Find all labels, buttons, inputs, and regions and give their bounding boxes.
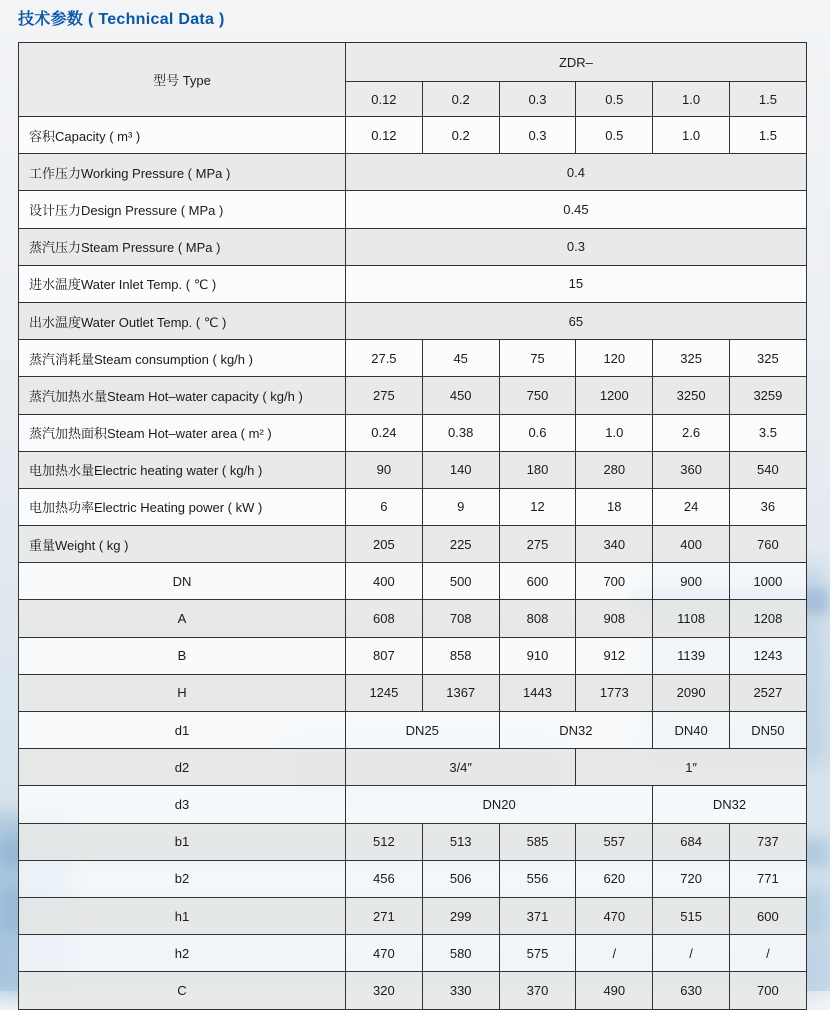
value-cell: 1000 [729, 563, 806, 600]
value-cell: 65 [346, 302, 807, 339]
table-row [19, 451, 807, 488]
value-cell: DN32 [499, 712, 653, 749]
value-cell: 370 [499, 972, 576, 1009]
value-cell: 45 [422, 340, 499, 377]
size-header-cell: 0.3 [499, 82, 576, 117]
value-cell: 0.12 [346, 117, 423, 154]
value-cell: 225 [422, 526, 499, 563]
row-label: d1 [19, 712, 346, 749]
value-cell: 12 [499, 488, 576, 525]
value-cell: 684 [653, 823, 730, 860]
row-label: h1 [19, 897, 346, 934]
table-row [19, 340, 807, 377]
table-row [19, 265, 807, 302]
value-cell: 1″ [576, 749, 806, 786]
value-cell: DN50 [729, 712, 806, 749]
value-cell: 0.5 [576, 117, 653, 154]
page-title: 技术参数 ( Technical Data ) [18, 11, 225, 28]
value-cell: 470 [576, 897, 653, 934]
value-cell: 75 [499, 340, 576, 377]
table-row [19, 191, 807, 228]
value-cell: 0.38 [422, 414, 499, 451]
value-cell: / [729, 935, 806, 972]
value-cell: 275 [346, 377, 423, 414]
value-cell: 760 [729, 526, 806, 563]
value-cell: 540 [729, 451, 806, 488]
value-cell: 556 [499, 860, 576, 897]
row-label: B [19, 637, 346, 674]
size-header-cell: 0.2 [422, 82, 499, 117]
value-cell: 120 [576, 340, 653, 377]
value-cell: 708 [422, 600, 499, 637]
value-cell: 0.45 [346, 191, 807, 228]
value-cell: 27.5 [346, 340, 423, 377]
value-cell: 0.3 [346, 228, 807, 265]
size-header-cell: 1.0 [653, 82, 730, 117]
value-cell: 858 [422, 637, 499, 674]
value-cell: 513 [422, 823, 499, 860]
series-header-cell: ZDR– [346, 43, 807, 82]
row-label: 电加热水量Electric heating water ( kg/h ) [19, 451, 346, 488]
value-cell: 1.0 [653, 117, 730, 154]
row-label: 容积Capacity ( m³ ) [19, 117, 346, 154]
table-row [19, 712, 807, 749]
table-row [19, 823, 807, 860]
value-cell: 0.2 [422, 117, 499, 154]
row-label: 工作压力Working Pressure ( MPa ) [19, 154, 346, 191]
row-label: 重量Weight ( kg ) [19, 526, 346, 563]
value-cell: 205 [346, 526, 423, 563]
table-row [19, 563, 807, 600]
value-cell: 360 [653, 451, 730, 488]
value-cell: 506 [422, 860, 499, 897]
value-cell: 2.6 [653, 414, 730, 451]
value-cell: 2527 [729, 674, 806, 711]
table-row [19, 488, 807, 525]
table-row [19, 860, 807, 897]
value-cell: 456 [346, 860, 423, 897]
table-row [19, 972, 807, 1009]
value-cell: 275 [499, 526, 576, 563]
value-cell: 608 [346, 600, 423, 637]
row-label: b2 [19, 860, 346, 897]
value-cell: DN20 [346, 786, 653, 823]
value-cell: 1443 [499, 674, 576, 711]
value-cell: 271 [346, 897, 423, 934]
value-cell: 340 [576, 526, 653, 563]
value-cell: 0.3 [499, 117, 576, 154]
value-cell: DN40 [653, 712, 730, 749]
value-cell: 1200 [576, 377, 653, 414]
value-cell: 575 [499, 935, 576, 972]
row-label: 设计压力Design Pressure ( MPa ) [19, 191, 346, 228]
value-cell: 512 [346, 823, 423, 860]
value-cell: 700 [729, 972, 806, 1009]
value-cell: DN25 [346, 712, 500, 749]
row-label: d2 [19, 749, 346, 786]
value-cell: 90 [346, 451, 423, 488]
row-label: A [19, 600, 346, 637]
row-label: 蒸汽消耗量Steam consumption ( kg/h ) [19, 340, 346, 377]
value-cell: 140 [422, 451, 499, 488]
row-label: h2 [19, 935, 346, 972]
row-label: 蒸汽加热面积Steam Hot–water area ( m² ) [19, 414, 346, 451]
value-cell: 912 [576, 637, 653, 674]
value-cell: 490 [576, 972, 653, 1009]
value-cell: 0.24 [346, 414, 423, 451]
value-cell: 557 [576, 823, 653, 860]
value-cell: 700 [576, 563, 653, 600]
table-row [19, 526, 807, 563]
value-cell: 600 [499, 563, 576, 600]
value-cell: 470 [346, 935, 423, 972]
table-row [19, 935, 807, 972]
value-cell: 18 [576, 488, 653, 525]
table-row [19, 600, 807, 637]
table-row [19, 414, 807, 451]
table-row [19, 228, 807, 265]
value-cell: 1.5 [729, 117, 806, 154]
value-cell: 180 [499, 451, 576, 488]
row-label: 电加热功率Electric Heating power ( kW ) [19, 488, 346, 525]
value-cell: 908 [576, 600, 653, 637]
value-cell: 0.4 [346, 154, 807, 191]
value-cell: / [576, 935, 653, 972]
table-row [19, 749, 807, 786]
value-cell: 1.0 [576, 414, 653, 451]
value-cell: 1208 [729, 600, 806, 637]
row-label: d3 [19, 786, 346, 823]
value-cell: 750 [499, 377, 576, 414]
value-cell: 320 [346, 972, 423, 1009]
technical-data-table [18, 42, 807, 1010]
value-cell: 1367 [422, 674, 499, 711]
value-cell: 36 [729, 488, 806, 525]
value-cell: 299 [422, 897, 499, 934]
row-label: DN [19, 563, 346, 600]
value-cell: 808 [499, 600, 576, 637]
value-cell: 807 [346, 637, 423, 674]
value-cell: 3250 [653, 377, 730, 414]
value-cell: 1139 [653, 637, 730, 674]
value-cell: 0.6 [499, 414, 576, 451]
value-cell: 9 [422, 488, 499, 525]
size-header-cell: 0.5 [576, 82, 653, 117]
value-cell: 3.5 [729, 414, 806, 451]
value-cell: 771 [729, 860, 806, 897]
value-cell: 737 [729, 823, 806, 860]
value-cell: 3259 [729, 377, 806, 414]
value-cell: 15 [346, 265, 807, 302]
value-cell: 910 [499, 637, 576, 674]
table-row [19, 674, 807, 711]
row-label: H [19, 674, 346, 711]
value-cell: 6 [346, 488, 423, 525]
value-cell: 1773 [576, 674, 653, 711]
row-label: 蒸汽加热水量Steam Hot–water capacity ( kg/h ) [19, 377, 346, 414]
size-header-cell: 0.12 [346, 82, 423, 117]
value-cell: 24 [653, 488, 730, 525]
row-label: b1 [19, 823, 346, 860]
value-cell: 720 [653, 860, 730, 897]
value-cell: 1243 [729, 637, 806, 674]
value-cell: 900 [653, 563, 730, 600]
value-cell: 450 [422, 377, 499, 414]
value-cell: 280 [576, 451, 653, 488]
row-label: 进水温度Water Inlet Temp. ( ℃ ) [19, 265, 346, 302]
value-cell: 620 [576, 860, 653, 897]
table-row [19, 154, 807, 191]
row-label: 蒸汽压力Steam Pressure ( MPa ) [19, 228, 346, 265]
value-cell: 1245 [346, 674, 423, 711]
row-label: 出水温度Water Outlet Temp. ( ℃ ) [19, 302, 346, 339]
table-row [19, 897, 807, 934]
value-cell: 515 [653, 897, 730, 934]
value-cell: / [653, 935, 730, 972]
value-cell: 2090 [653, 674, 730, 711]
value-cell: 1108 [653, 600, 730, 637]
value-cell: 600 [729, 897, 806, 934]
value-cell: 500 [422, 563, 499, 600]
size-header-cell: 1.5 [729, 82, 806, 117]
header-row-series [19, 43, 807, 82]
table-row [19, 786, 807, 823]
row-label: C [19, 972, 346, 1009]
value-cell: 371 [499, 897, 576, 934]
table-row [19, 377, 807, 414]
value-cell: 585 [499, 823, 576, 860]
value-cell: 400 [653, 526, 730, 563]
value-cell: 325 [653, 340, 730, 377]
value-cell: 400 [346, 563, 423, 600]
type-header-cell: 型号 Type [19, 43, 346, 117]
table-row [19, 117, 807, 154]
value-cell: 330 [422, 972, 499, 1009]
value-cell: 3/4″ [346, 749, 576, 786]
value-cell: 630 [653, 972, 730, 1009]
table-row [19, 302, 807, 339]
value-cell: 580 [422, 935, 499, 972]
value-cell: 325 [729, 340, 806, 377]
table-row [19, 637, 807, 674]
value-cell: DN32 [653, 786, 807, 823]
